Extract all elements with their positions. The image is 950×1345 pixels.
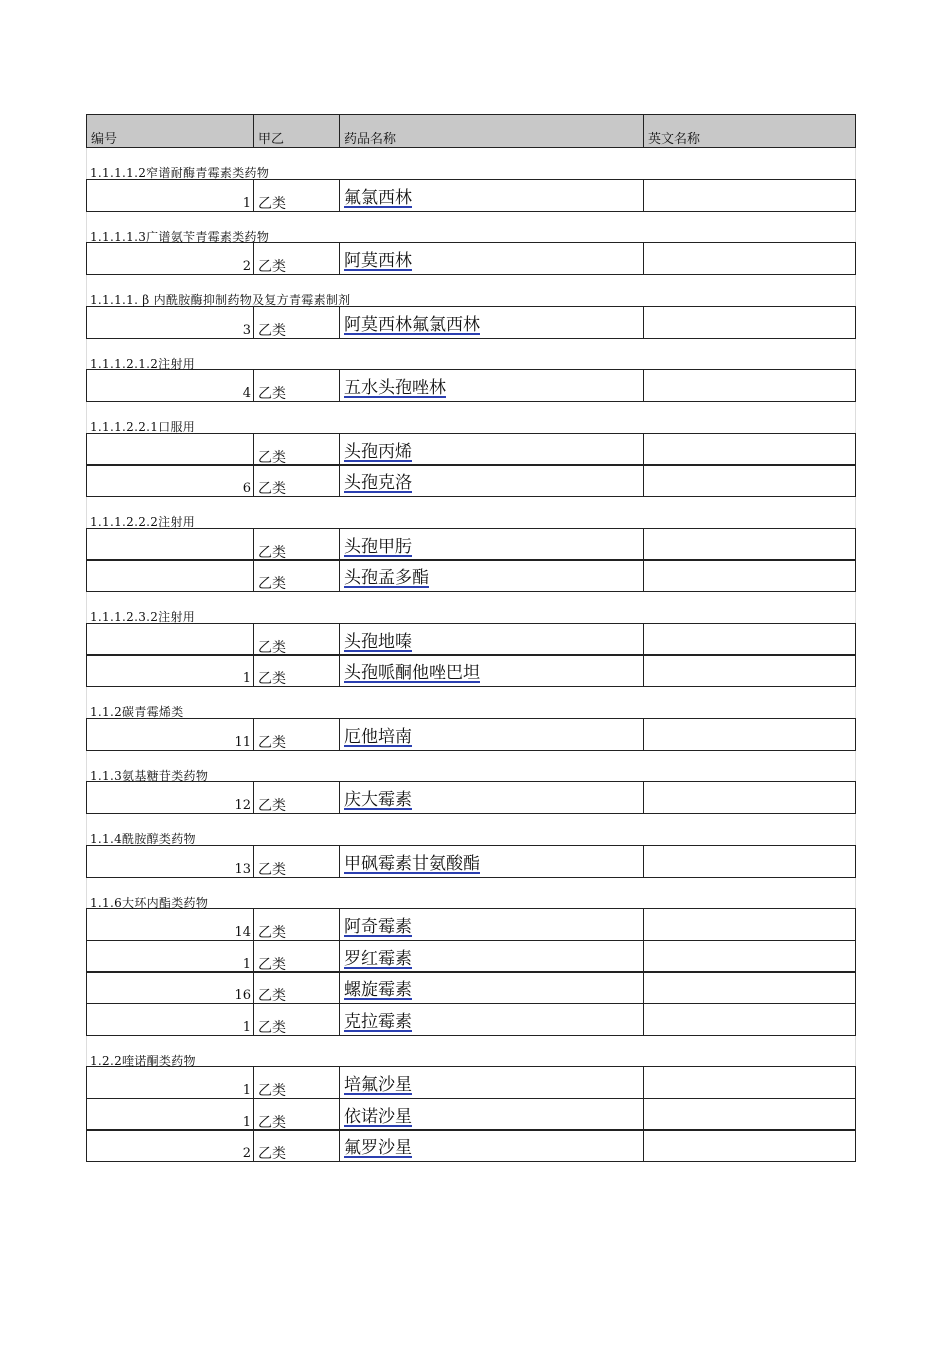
row-class: 乙类 bbox=[254, 909, 340, 940]
row-drug-name-cell bbox=[340, 1130, 644, 1161]
row-drug-name-cell bbox=[340, 846, 644, 877]
row-class: 乙类 bbox=[254, 1130, 340, 1161]
section-title: 1.1.4酰胺醇类药物 bbox=[86, 814, 856, 846]
row-drug-name-cell bbox=[340, 1099, 644, 1130]
drug-name-link[interactable]: 阿莫西林氟氯西林 bbox=[344, 314, 480, 335]
row-number: 2 bbox=[87, 243, 254, 274]
drug-name-link[interactable]: 依诺沙星 bbox=[344, 1106, 412, 1127]
drug-name-link[interactable]: 头孢哌酮他唑巴坦 bbox=[344, 663, 480, 683]
row-english-name bbox=[644, 1130, 855, 1161]
row-english-name bbox=[644, 719, 855, 750]
row-english-name bbox=[644, 180, 855, 211]
row-drug-name-cell bbox=[340, 529, 644, 560]
drug-name-link[interactable]: 头孢甲肟 bbox=[344, 536, 412, 557]
drug-name-link[interactable]: 头孢孟多酯 bbox=[344, 568, 429, 588]
table-row bbox=[86, 306, 856, 339]
header-id: 编号 bbox=[87, 115, 254, 147]
row-number: 6 bbox=[87, 465, 254, 496]
row-english-name bbox=[644, 941, 855, 972]
row-class: 乙类 bbox=[254, 180, 340, 211]
drug-name-link[interactable]: 甲砜霉素甘氨酸酯 bbox=[344, 853, 480, 874]
row-drug-name-cell bbox=[340, 909, 644, 940]
table-row bbox=[86, 623, 856, 656]
table-body bbox=[86, 148, 856, 1162]
row-class: 乙类 bbox=[254, 782, 340, 813]
table-row bbox=[86, 940, 856, 973]
row-class: 乙类 bbox=[254, 243, 340, 274]
row-number: 14 bbox=[87, 909, 254, 940]
row-drug-name-cell bbox=[340, 465, 644, 496]
section-title: 1.1.6大环内酯类药物 bbox=[86, 878, 856, 910]
row-number: 4 bbox=[87, 370, 254, 401]
row-number bbox=[87, 560, 254, 591]
drug-name-link[interactable]: 氟罗沙星 bbox=[344, 1138, 412, 1158]
row-drug-name-cell bbox=[340, 719, 644, 750]
row-english-name bbox=[644, 560, 855, 591]
section-title: 1.1.1.2.2.1口服用 bbox=[86, 402, 856, 434]
section-title: 1.1.1.2.1.2注射用 bbox=[86, 339, 856, 371]
drug-name-link[interactable]: 厄他培南 bbox=[344, 726, 412, 747]
drug-name-link[interactable]: 螺旋霉素 bbox=[344, 980, 412, 1000]
row-class: 乙类 bbox=[254, 1004, 340, 1035]
row-drug-name-cell bbox=[340, 655, 644, 686]
row-english-name bbox=[644, 972, 855, 1003]
drug-name-link[interactable]: 阿奇霉素 bbox=[344, 917, 412, 937]
row-drug-name-cell bbox=[340, 972, 644, 1003]
header-english-name: 英文名称 bbox=[648, 132, 701, 147]
row-english-name bbox=[644, 307, 855, 338]
table-row bbox=[86, 718, 856, 751]
table-row bbox=[86, 179, 856, 212]
row-english-name bbox=[644, 846, 855, 877]
table-row bbox=[86, 1066, 856, 1099]
drug-name-link[interactable]: 氟氯西林 bbox=[344, 187, 412, 208]
row-number: 1 bbox=[87, 1099, 254, 1130]
table-row bbox=[86, 1003, 856, 1036]
row-english-name bbox=[644, 782, 855, 813]
row-number bbox=[87, 529, 254, 560]
row-class: 乙类 bbox=[254, 307, 340, 338]
row-english-name bbox=[644, 624, 855, 655]
table-row bbox=[86, 971, 856, 1004]
row-number: 2 bbox=[87, 1130, 254, 1161]
row-class: 乙类 bbox=[254, 434, 340, 465]
section-title: 1.1.3氨基糖苷类药物 bbox=[86, 751, 856, 783]
row-class: 乙类 bbox=[254, 1067, 340, 1098]
row-english-name bbox=[644, 529, 855, 560]
row-english-name bbox=[644, 434, 855, 465]
section-title: 1.1.1.1.2窄谱耐酶青霉素类药物 bbox=[86, 148, 856, 180]
section-title: 1.1.1.1.3广谱氨苄青霉素类药物 bbox=[86, 212, 856, 244]
row-drug-name-cell bbox=[340, 941, 644, 972]
row-english-name bbox=[644, 655, 855, 686]
row-number: 1 bbox=[87, 1004, 254, 1035]
row-drug-name-cell bbox=[340, 624, 644, 655]
row-drug-name-cell bbox=[340, 560, 644, 591]
drug-name-link[interactable]: 克拉霉素 bbox=[344, 1011, 412, 1032]
drug-name-link[interactable]: 庆大霉素 bbox=[344, 790, 412, 810]
row-number: 1 bbox=[87, 1067, 254, 1098]
row-class: 乙类 bbox=[254, 972, 340, 1003]
drug-name-link[interactable]: 头孢克洛 bbox=[344, 473, 412, 493]
section-title: 1.1.1.2.3.2注射用 bbox=[86, 592, 856, 624]
section-title: 1.1.1.1. β 内酰胺酶抑制药物及复方青霉素制剂 bbox=[86, 275, 856, 307]
table-row bbox=[86, 908, 856, 941]
row-drug-name-cell bbox=[340, 1067, 644, 1098]
row-drug-name-cell bbox=[340, 180, 644, 211]
row-english-name bbox=[644, 243, 855, 274]
row-drug-name-cell bbox=[340, 782, 644, 813]
row-class: 乙类 bbox=[254, 1099, 340, 1130]
table-row bbox=[86, 464, 856, 497]
row-number: 1 bbox=[87, 180, 254, 211]
row-english-name bbox=[644, 1004, 855, 1035]
row-english-name bbox=[644, 1067, 855, 1098]
row-class: 乙类 bbox=[254, 655, 340, 686]
drug-table bbox=[86, 114, 856, 1162]
row-class: 乙类 bbox=[254, 370, 340, 401]
row-drug-name-cell bbox=[340, 434, 644, 465]
row-number bbox=[87, 434, 254, 465]
row-english-name bbox=[644, 1099, 855, 1130]
table-row bbox=[86, 528, 856, 561]
table-row bbox=[86, 1098, 856, 1131]
drug-name-link[interactable]: 头孢地嗪 bbox=[344, 631, 412, 652]
row-number: 16 bbox=[87, 972, 254, 1003]
drug-name-link[interactable]: 罗红霉素 bbox=[344, 948, 412, 969]
table-header bbox=[86, 114, 856, 148]
row-drug-name-cell bbox=[340, 243, 644, 274]
section-title: 1.1.1.2.2.2注射用 bbox=[86, 497, 856, 529]
row-class: 乙类 bbox=[254, 624, 340, 655]
row-number: 1 bbox=[87, 655, 254, 686]
table-row bbox=[86, 369, 856, 402]
row-class: 乙类 bbox=[254, 465, 340, 496]
row-number: 12 bbox=[87, 782, 254, 813]
drug-name-link[interactable]: 五水头孢唑林 bbox=[344, 378, 446, 398]
row-number: 11 bbox=[87, 719, 254, 750]
row-number: 3 bbox=[87, 307, 254, 338]
table-row bbox=[86, 1129, 856, 1162]
row-english-name bbox=[644, 370, 855, 401]
drug-name-link[interactable]: 培氟沙星 bbox=[344, 1075, 412, 1095]
drug-name-link[interactable]: 阿莫西林 bbox=[344, 251, 412, 271]
row-drug-name-cell bbox=[340, 370, 644, 401]
table-row bbox=[86, 242, 856, 275]
table-row bbox=[86, 845, 856, 878]
row-number: 13 bbox=[87, 846, 254, 877]
table-row bbox=[86, 781, 856, 814]
section-title: 1.1.2碳青霉烯类 bbox=[86, 687, 856, 719]
row-drug-name-cell bbox=[340, 1004, 644, 1035]
table-row bbox=[86, 654, 856, 687]
row-class: 乙类 bbox=[254, 719, 340, 750]
row-english-name bbox=[644, 465, 855, 496]
header-drug-name: 药品名称 bbox=[340, 115, 644, 147]
row-class: 乙类 bbox=[254, 529, 340, 560]
row-english-name bbox=[644, 909, 855, 940]
row-class: 乙类 bbox=[254, 941, 340, 972]
row-number bbox=[87, 624, 254, 655]
section-title: 1.2.2喹诺酮类药物 bbox=[86, 1036, 856, 1068]
row-drug-name-cell bbox=[340, 307, 644, 338]
table-row bbox=[86, 433, 856, 466]
row-class: 乙类 bbox=[254, 846, 340, 877]
drug-name-link[interactable]: 头孢丙烯 bbox=[344, 441, 412, 462]
header-class: 甲乙 bbox=[254, 115, 340, 147]
row-number: 1 bbox=[87, 941, 254, 972]
table-row bbox=[86, 559, 856, 592]
row-class: 乙类 bbox=[254, 560, 340, 591]
